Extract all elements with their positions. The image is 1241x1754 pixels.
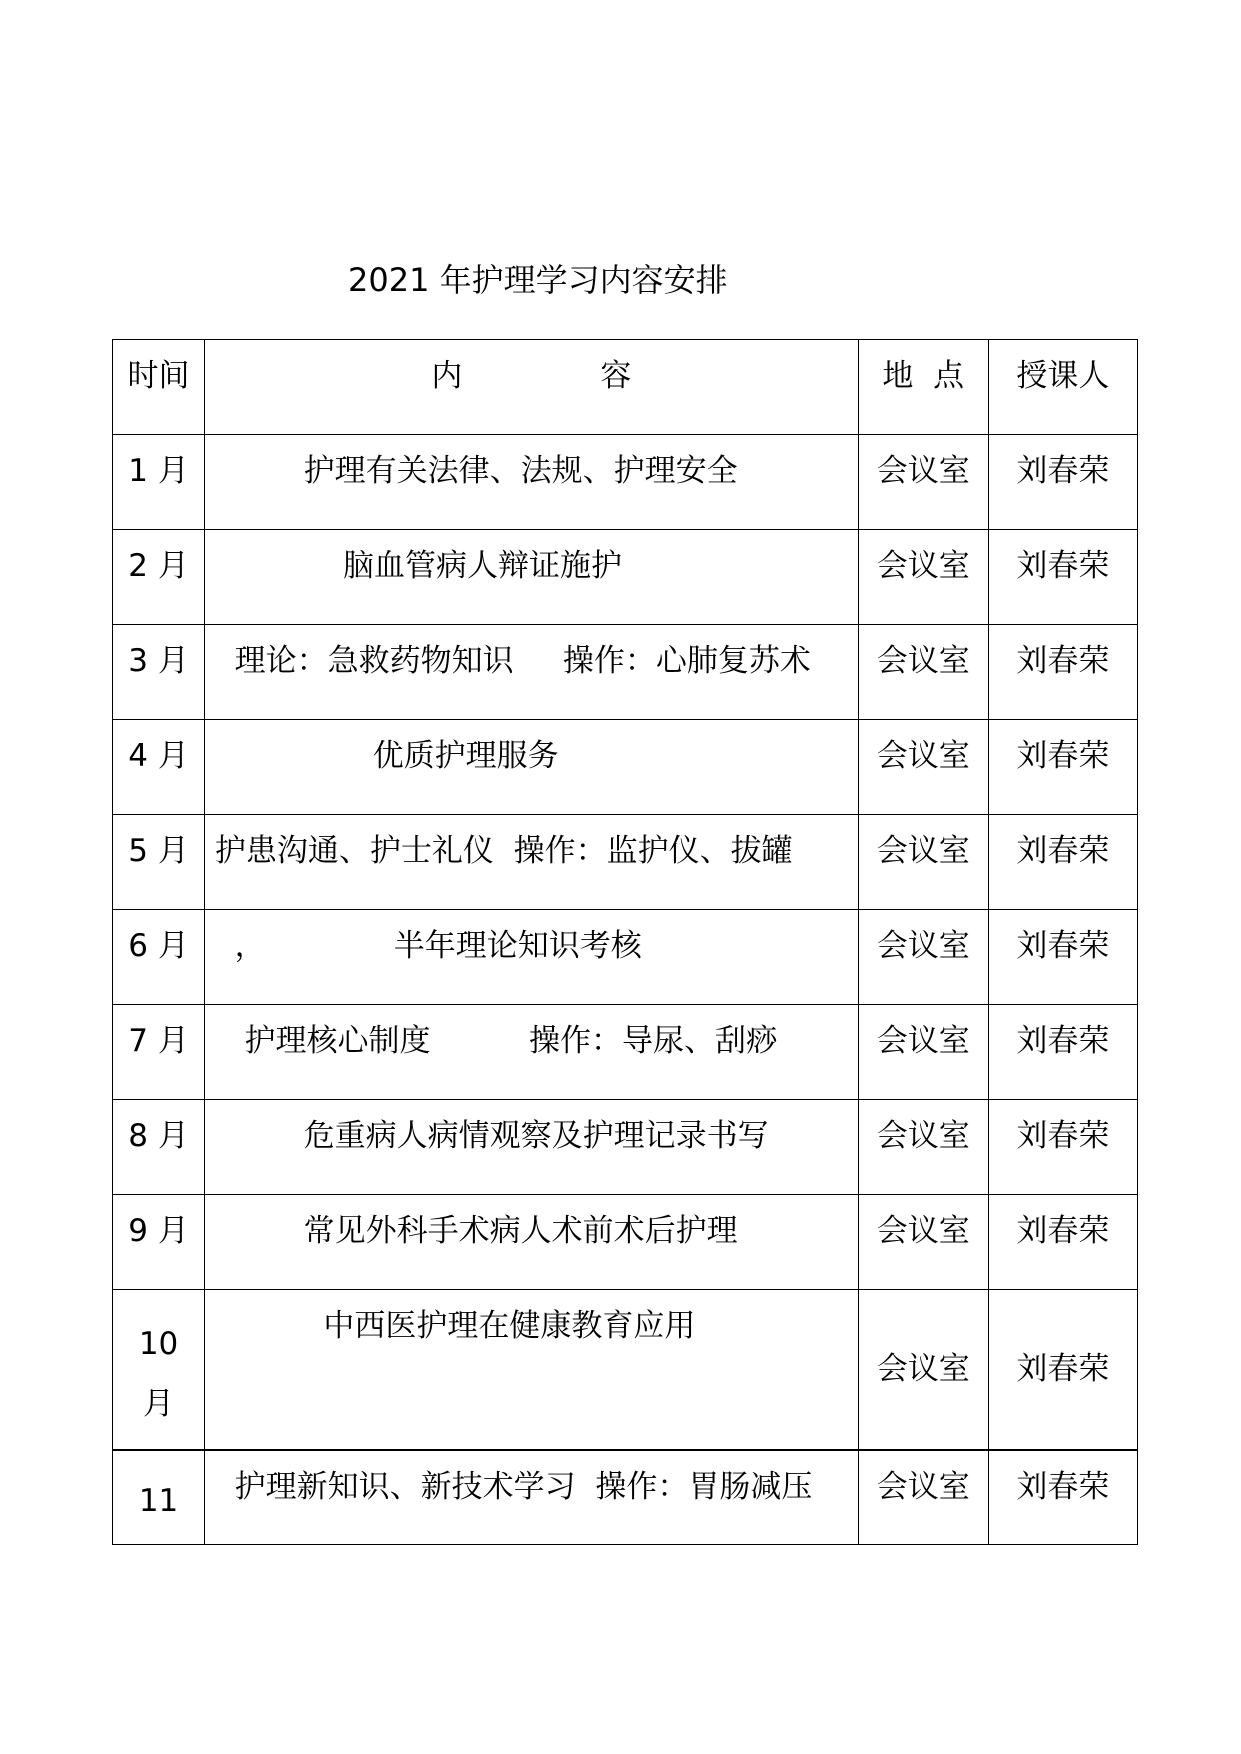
table-row [113,1290,1138,1450]
place-label: 会议室 [876,1213,970,1249]
table-row [113,1100,1138,1195]
content-cell [205,1100,859,1195]
content-cell [205,720,859,815]
teacher-label: 刘春荣 [1016,1118,1110,1154]
content-label: 理论：急救药物知识 操作：心肺复苏术 [205,643,811,679]
teacher-label: 刘春荣 [1016,1213,1110,1249]
time-cell [113,815,205,910]
teacher-cell [988,910,1137,1005]
time-label: 3 月 [128,643,189,679]
document-title: 2021 年护理学习内容安排 [348,261,728,299]
teacher-cell [988,435,1137,530]
time-label: 7 月 [128,1023,189,1059]
teacher-cell [988,1005,1137,1100]
place-label: 会议室 [876,1023,970,1059]
content-label: 护患沟通、护士礼仪 操作：监护仪、拔罐 [205,833,793,869]
content-label: 护理核心制度 操作：导尿、刮痧 [205,1023,778,1059]
table-row [113,815,1138,910]
schedule-table [112,339,1138,1545]
teacher-label: 刘春荣 [1016,548,1110,584]
content-cell [205,1450,859,1545]
table-row [113,1195,1138,1290]
header-teacher-label: 授课人 [1016,358,1110,394]
teacher-label: 刘春荣 [1016,643,1110,679]
teacher-cell [988,815,1137,910]
content-cell [205,530,859,625]
time-label: 2 月 [128,548,189,584]
table-row [113,1450,1138,1545]
header-place-label: 地 点 [882,358,965,394]
time-label: 1 月 [128,453,189,489]
time-label: 6 月 [128,928,189,964]
place-label: 会议室 [876,833,970,869]
time-label-line1: 10 [138,1326,179,1362]
content-label: 护理有关法律、法规、护理安全 [205,453,738,489]
time-cell [113,1450,205,1545]
content-label: 危重病人病情观察及护理记录书写 [205,1118,769,1154]
table-row [113,530,1138,625]
content-label: 常见外科手术病人术前术后护理 [205,1213,738,1249]
teacher-label: 刘春荣 [1016,833,1110,869]
table-row [113,435,1138,530]
teacher-label: 刘春荣 [1016,453,1110,489]
teacher-label: 刘春荣 [1016,1468,1110,1505]
teacher-cell [988,530,1137,625]
time-cell [113,530,205,625]
place-cell [858,1005,988,1100]
table-row [113,1005,1138,1100]
content-cell [205,1005,859,1100]
table-row [113,720,1138,815]
time-label-stack [113,1290,204,1434]
content-label: 优质护理服务 [205,738,559,774]
place-cell [858,435,988,530]
place-label: 会议室 [876,1351,970,1388]
content-label: 中西医护理在健康教育应用 [205,1308,696,1344]
time-cell [113,1195,205,1290]
content-label: ， 半年理论知识考核 [205,928,642,964]
place-label: 会议室 [876,548,970,584]
header-row [113,340,1138,435]
time-label: 11 [138,1482,179,1519]
time-label-line2: 月 [143,1386,175,1422]
place-label: 会议室 [876,643,970,679]
content-cell [205,435,859,530]
content-label: 护理新知识、新技术学习 操作：胃肠减压 [205,1468,813,1505]
place-cell [858,815,988,910]
header-time-label: 时间 [127,358,190,394]
place-label: 会议室 [876,1468,970,1505]
time-label: 5 月 [128,833,189,869]
teacher-label: 刘春荣 [1016,1023,1110,1059]
time-cell [113,435,205,530]
header-teacher [988,340,1137,435]
time-cell [113,1005,205,1100]
content-cell [205,1195,859,1290]
time-label: 8 月 [128,1118,189,1154]
time-cell [113,1290,205,1450]
content-cell [205,815,859,910]
place-cell [858,530,988,625]
header-content-label: 内 容 [431,358,632,394]
place-cell [858,910,988,1005]
place-cell [858,1450,988,1545]
time-cell [113,910,205,1005]
header-time [113,340,205,435]
place-label: 会议室 [876,1118,970,1154]
content-cell [205,910,859,1005]
content-cell [205,1290,859,1450]
teacher-cell [988,1450,1137,1545]
time-cell [113,625,205,720]
place-cell [858,1290,988,1450]
teacher-cell [988,720,1137,815]
header-content [205,340,859,435]
content-cell [205,625,859,720]
teacher-cell [988,1195,1137,1290]
content-label: 脑血管病人辩证施护 [205,548,623,584]
time-cell [113,720,205,815]
place-label: 会议室 [876,453,970,489]
teacher-cell [988,1100,1137,1195]
table-row [113,910,1138,1005]
teacher-cell [988,1290,1137,1450]
time-cell [113,1100,205,1195]
header-place [858,340,988,435]
place-cell [858,1195,988,1290]
place-cell [858,625,988,720]
table-row [113,625,1138,720]
teacher-label: 刘春荣 [1016,928,1110,964]
place-label: 会议室 [876,928,970,964]
teacher-label: 刘春荣 [1016,738,1110,774]
time-label: 4 月 [128,738,189,774]
time-label: 9 月 [128,1213,189,1249]
place-cell [858,720,988,815]
place-label: 会议室 [876,738,970,774]
teacher-cell [988,625,1137,720]
teacher-label: 刘春荣 [1016,1351,1110,1388]
place-cell [858,1100,988,1195]
